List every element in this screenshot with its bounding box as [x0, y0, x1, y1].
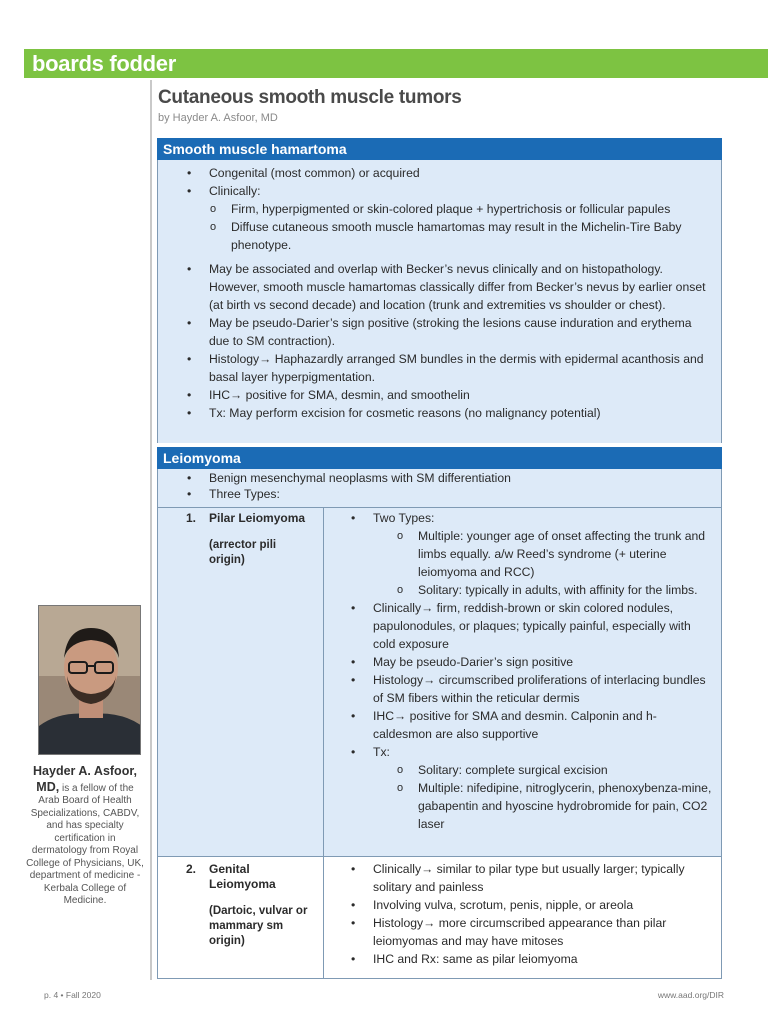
- table-border: [157, 978, 722, 979]
- list-item: • Clinically→ firm, reddish-brown or skin colored nodules, papulonodules, or plaques; typically painful, especially with cold exposure: [373, 599, 713, 653]
- type-details: [373, 860, 713, 968]
- list-item: • Histology→ circumscribed proliferations of interlacing bundles of SM fibers within the reticular dermis: [373, 671, 713, 707]
- section-banner: boards fodder: [24, 49, 768, 78]
- type-name: Genital Leiomyoma: [209, 862, 276, 891]
- type-cell: 2. Genital Leiomyoma (Dartoic, vulvar or mammary sm origin): [158, 857, 324, 978]
- leiomyoma-intro-panel: [157, 469, 722, 508]
- sub-list-item: o Multiple: nifedipine, nitroglycerin, phenoxybenza-mine, gabapentin and hyoscine hydrobromide for pain, CO2 laser: [418, 779, 713, 833]
- list-item: • Histology→ Haphazardly arranged SM bundles in the dermis with epidermal acanthosis and basal layer hyperpigmentation.: [209, 350, 711, 386]
- page-footer-right: www.aad.org/DIR: [657, 990, 724, 1000]
- list-item: • Two Types: o Multiple: younger age of onset affecting the trunk and limbs equally. a/w Reed’s syndrome (+ uterine leiomyoma and RCC) o Solitary: typically in adults, with affinity for the limbs.: [373, 509, 713, 599]
- list-item: • IHC and Rx: same as pilar leiomyoma: [373, 950, 713, 968]
- list-item: • May be pseudo-Darier’s sign positive (stroking the lesions cause induration and erythema due to SM contraction).: [209, 314, 711, 350]
- list-item: • Benign mesenchymal neoplasms with SM differentiation: [209, 470, 711, 486]
- hamartoma-list: [209, 164, 711, 422]
- type-details: [373, 509, 713, 833]
- list-item: • Three Types:: [209, 486, 711, 502]
- author-portrait-image: [39, 606, 141, 755]
- list-item: • IHC→ positive for SMA and desmin. Calponin and h-caldesmon are also supportive: [373, 707, 713, 743]
- article-byline: by Hayder A. Asfoor, MD: [158, 112, 278, 124]
- list-item: • Tx: May perform excision for cosmetic reasons (no malignancy potential): [209, 404, 711, 422]
- sub-list-item: o Solitary: complete surgical excision: [418, 761, 713, 779]
- type-name: Pilar Leiomyoma: [209, 511, 306, 525]
- list-item: • Tx: o Solitary: complete surgical excision o Multiple: nifedipine, nitroglycerin, phenoxybenza-mine, gabapentin and hyoscine hydrobromide for pain, CO2 laser: [373, 743, 713, 833]
- author-photo: [38, 605, 141, 755]
- section-header-hamartoma: Smooth muscle hamartoma: [157, 138, 722, 160]
- article-title: Cutaneous smooth muscle tumors: [158, 87, 462, 108]
- type-cell: 1. Pilar Leiomyoma (arrector pili origin): [158, 508, 324, 856]
- list-item: • Clinically→ similar to pilar type but usually larger; typically solitary and painless: [373, 860, 713, 896]
- table-row: [157, 508, 722, 856]
- author-name: Hayder A. Asfoor, MD,: [33, 764, 137, 794]
- table-row: [157, 857, 722, 978]
- list-item: • May be associated and overlap with Becker’s nevus clinically and on histopathology. However, smooth muscle hamartomas classically differ from Becker’s nevus by earlier onset (at birth vs second decade) and location (trunk and extremities vs shoulder or chest).: [209, 260, 711, 314]
- sub-list-item: o Diffuse cutaneous smooth muscle hamartomas may result in the Michelin-Tire Baby phenotype.: [231, 218, 711, 254]
- type-origin: (arrector pili origin): [209, 539, 277, 566]
- list-item: • Clinically: o Firm, hyperpigmented or skin-colored plaque + hypertrichosis or follicular papules o Diffuse cutaneous smooth muscle hamartomas may result in the Michelin-Tire Baby phenotype.: [209, 182, 711, 254]
- type-origin: (Dartoic, vulvar or mammary sm origin): [209, 905, 308, 947]
- list-item: • Involving vulva, scrotum, penis, nipple, or areola: [373, 896, 713, 914]
- page-footer-left: p. 4 • Fall 2020: [44, 990, 101, 1000]
- author-bio: is a fellow of the Arab Board of Health Specializations, CABDV, and has specialty certification in dermatology from Royal College of Physicians, UK, department of medicine - Kerbala College of Medicine.: [26, 782, 144, 906]
- sub-list-item: o Firm, hyperpigmented or skin-colored plaque + hypertrichosis or follicular papules: [231, 200, 711, 218]
- section-header-leiomyoma: Leiomyoma: [157, 447, 722, 469]
- list-item: • Histology→ more circumscribed appearance than pilar leiomyomas and may have mitoses: [373, 914, 713, 950]
- sub-list-item: o Multiple: younger age of onset affecting the trunk and limbs equally. a/w Reed’s syndrome (+ uterine leiomyoma and RCC): [418, 527, 713, 581]
- column-divider: [150, 80, 152, 980]
- list-item: • Congenital (most common) or acquired: [209, 164, 711, 182]
- hamartoma-panel: [157, 160, 722, 443]
- list-item: • May be pseudo-Darier’s sign positive: [373, 653, 713, 671]
- list-item: • IHC→ positive for SMA, desmin, and smoothelin: [209, 386, 711, 404]
- sub-list-item: o Solitary: typically in adults, with affinity for the limbs.: [418, 581, 713, 599]
- author-caption: [26, 764, 144, 908]
